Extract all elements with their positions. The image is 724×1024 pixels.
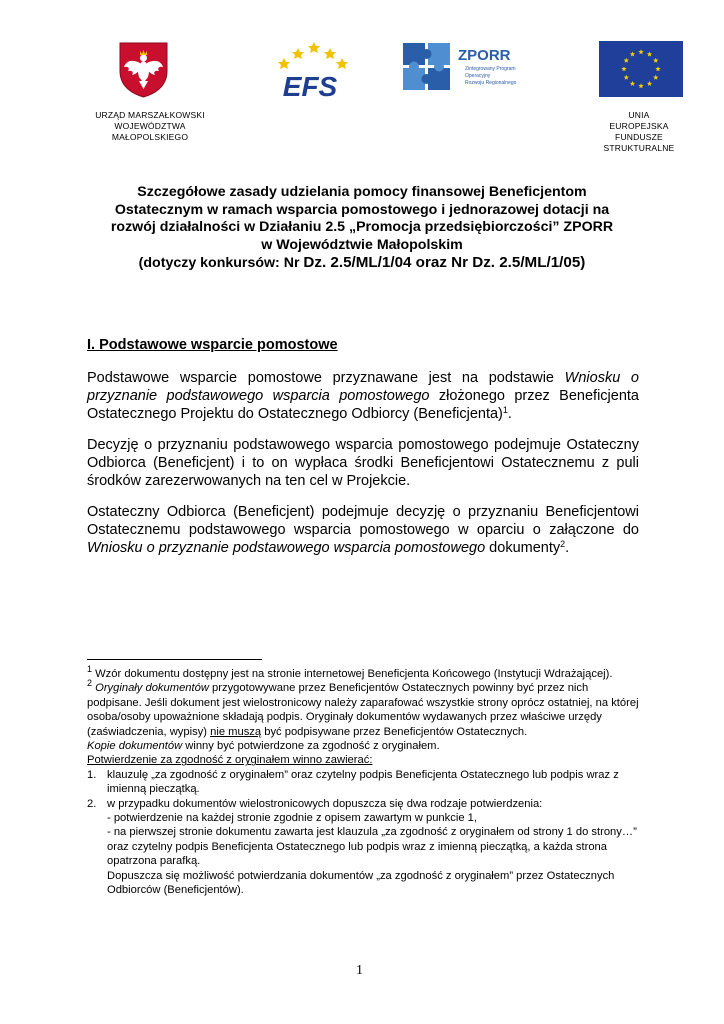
page-number: 1 <box>356 963 363 978</box>
confirmation-heading: Potwierdzenie za zgodność z oryginałem winno zawierać: <box>87 754 373 767</box>
document-title: Szczegółowe zasady udzielania pomocy finansowej Beneficjentom Ostatecznym w ramach wsparcia pomostowego i jednorazowej dotacji na rozwój działalności w Działaniu 2.5 „Promocja przedsiębiorczości” ZPORR w Województwie Małopolskim (dotyczy konkursów: Nr Dz. 2.5/ML/1/04 oraz Nr Dz. 2.5/ML/1/05) <box>110 184 614 271</box>
efs-logo <box>268 40 352 98</box>
right-logo-caption: UNIA EUROPEJSKA FUNDUSZE STRUKTURALNE <box>603 110 675 153</box>
svg-text:Zintegrowany Program: Zintegrowany Program <box>465 66 516 72</box>
footnotes <box>87 664 642 898</box>
footnote-1: $^1$ Wzór dokumentu dostępny jest na stronie internetowej Beneficjenta Końcowego (Instytucji Wdrażającej). <box>87 664 613 680</box>
paragraph-1: Podstawowe wsparcie pomostowe przyznawane jest na podstawie Wniosku o przyznanie podstawowego wsparcia pomostowego złożonego przez Beneficjenta Ostatecznego Projektu do Ostatecznego Odbiorcy (Beneficjenta)$^1$. <box>87 370 639 422</box>
paragraph-2: Decyzję o przyznaniu podstawowego wsparcia pomostowego podejmuje Ostateczny Odbiorca (Beneficjent) i to on wypłaca środki Beneficjentowi Ostatecznemu z puli środków zarezerwowanych na ten cel w Projekcie. <box>87 437 639 489</box>
svg-text:Operacyjny: Operacyjny <box>465 73 491 79</box>
eu-flag-logo <box>599 41 683 97</box>
section-heading: I. Podstawowe wsparcie pomostowe <box>87 337 338 353</box>
list-item: 2. w przypadku dokumentów wielostronicowych dopuszcza się dwa rodzaje potwierdzenia: - potwierdzenie na każdej stronie zgodnie z opisem zawartym w punkcie 1, - na pierwszej stronie dokumentu zawarta jest klauzula „za zgodność z oryginałem od strony 1 do strony…” oraz czytelny podpis Beneficjenta Ostatecznego lub podpis wraz z imienną pieczątką, a każda strona opatrzona parafką. Dopuszcza się możliwość potwierdzania dokumentów „za zgodność z oryginałem” przez Ostatecznych Odbiorców (Beneficjentów). <box>87 797 637 897</box>
footnote-separator <box>87 659 262 660</box>
list-item: 1. klauzulę „za zgodność z oryginałem” oraz czytelny podpis Beneficjenta Ostatecznego lub podpis wraz z imienną pieczątką. <box>87 768 619 796</box>
svg-text:ZPORR: ZPORR <box>458 47 511 64</box>
svg-text:EFS: EFS <box>282 71 338 98</box>
malopolska-coat-of-arms-logo <box>118 41 169 98</box>
svg-text:Rozwoju Regionalnego: Rozwoju Regionalnego <box>465 80 517 86</box>
footnote-ref-1: 1 <box>502 405 508 415</box>
paragraph-3: Ostateczny Odbiorca (Beneficjent) podejmuje decyzję o przyznaniu Beneficjentowi Ostatecznemu podstawowego wsparcia pomostowego w oparciu o załączone do Wniosku o przyznanie podstawowego wsparcia pomostowego dokumenty$^2$. <box>87 504 639 556</box>
left-logo-caption: URZĄD MARSZAŁKOWSKI WOJEWÓDZTWA MAŁOPOLSKIEGO <box>95 110 205 142</box>
footnote-2: $^2$ Oryginały dokumentów przygotowywane przez Beneficjentów Ostatecznych powinny być przez nich podpisane. Jeśli dokument jest wielostronicowy należy zaparafować wszystkie strony oprócz ostatniej, na której osoba/osoby upoważnione składają podpis. Oryginały dokumentów wydawanych przez właściwe urzędy (zaświadczenia, wypisy) nie muszą być podpisywane przez Beneficjentów Ostatecznych. <box>87 678 639 738</box>
copies-note: Kopie dokumentów winny być potwierdzone za zgodność z oryginałem. <box>87 740 440 753</box>
zporr-logo <box>403 43 527 93</box>
footnote-ref-2: 2 <box>560 539 566 549</box>
